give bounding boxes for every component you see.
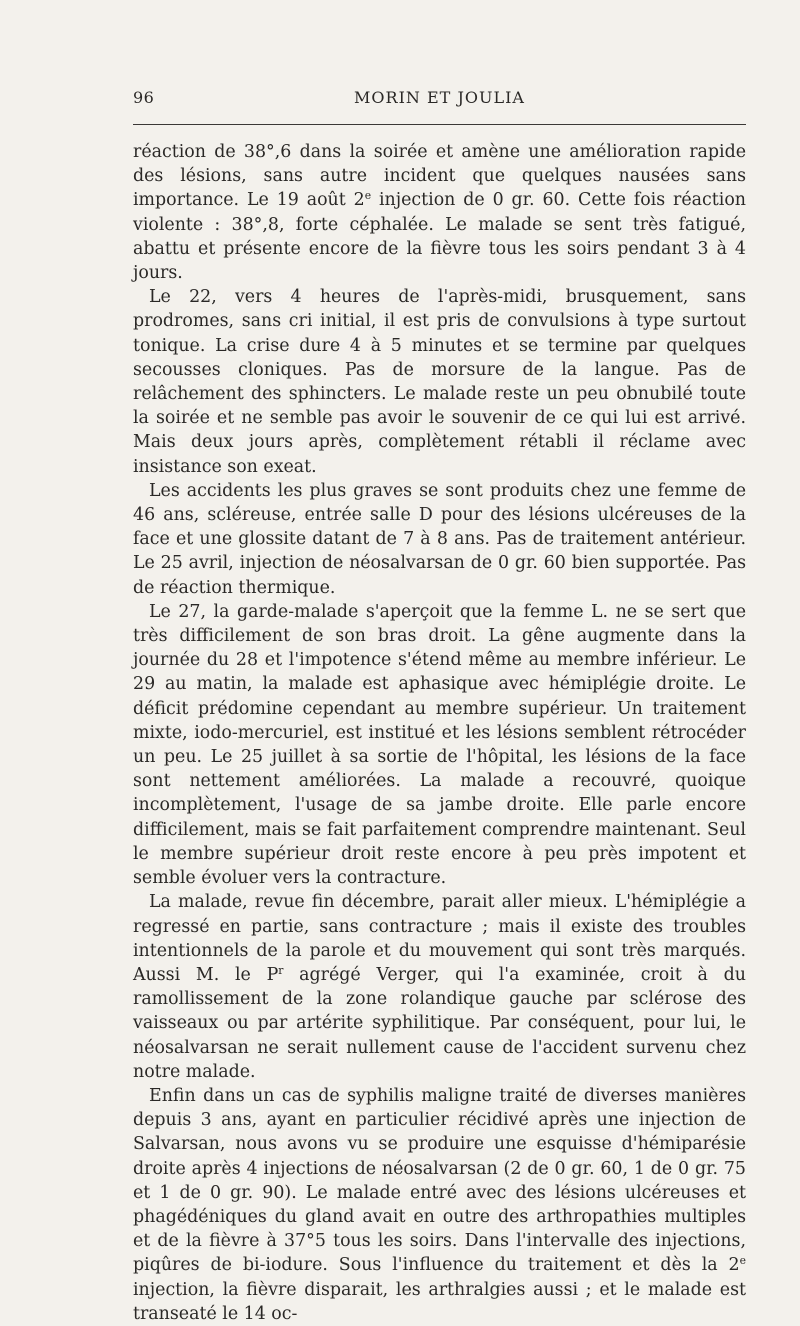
paragraph-1-text-a: réaction de 38°,6 dans la soirée et amène une amélioration rapide des lésions, sans autre incident que quelques nausées sans importance. Le 19 août 2 bbox=[133, 142, 746, 211]
paragraph-5-text-b: agrégé Verger, qui l'a examinée, croit à du ramollissement de la zone rolandique gauche par sclérose des vaisseaux ou par artérite syphilitique. Par conséquent, pour lui, le néosalvarsan ne serait nullement cause de l'accident survenu chez notre malade. bbox=[133, 964, 746, 1082]
page-number: 96 bbox=[133, 88, 155, 107]
paragraph-4: Le 27, la garde-malade s'aperçoit que la femme L. ne se sert que très difficilement de son bras droit. La gêne augmente dans la journée du 28 et l'impotence s'étend même au membre inférieur. Le 29 au matin, la malade est aphasique avec hémiplégie droite. Le déficit prédomine cependant au membre supérieur. Un traitement mixte, iodo-mercuriel, est institué et les lésions semblent rétrocéder un peu. Le 25 juillet à sa sortie de l'hôpital, les lésions de la face sont nettement améliorées. La malade a recouvré, quoique incomplètement, l'usage de sa jambe droite. Elle parle encore difficilement, mais se fait parfaitement comprendre maintenant. Seul le membre supérieur droit reste encore à peu près impotent et semble évoluer vers la contracture. bbox=[133, 601, 746, 889]
paragraph-5-superscript: r bbox=[278, 963, 284, 977]
paragraph-6-text-b: injection, la fièvre disparait, les arthralgies aussi ; et le malade est transeaté le 14 oc- bbox=[133, 1279, 746, 1324]
paragraph-6-superscript: e bbox=[739, 1254, 746, 1268]
paragraph-5-text-a: La malade, revue fin décembre, parait aller mieux. L'hémiplégie a regressé en partie, sans contracture ; mais il existe des troubles intentionnels de la parole et du mouvement qui sont très marqués. Aussi M. le P bbox=[133, 892, 746, 985]
header-rule bbox=[133, 124, 746, 125]
paragraph-6 bbox=[133, 1084, 746, 1326]
paragraph-3: Les accidents les plus graves se sont produits chez une femme de 46 ans, scléreuse, entrée salle D pour des lésions ulcéreuses de la face et une glossite datant de 7 à 8 ans. Pas de traitement antérieur. Le 25 avril, injection de néosalvarsan de 0 gr. 60 bien supportée. Pas de réaction thermique. bbox=[133, 480, 746, 598]
running-title: MORIN ET JOULIA bbox=[354, 88, 525, 107]
paragraph-6-text-a: Enfin dans un cas de syphilis maligne traité de diverses manières depuis 3 ans, ayant en particulier récidivé après une injection de Salvarsan, nous avons vu se produire une esquisse d'hémiparésie droite après 4 injections de néosalvarsan (2 de 0 gr. 60, 1 de 0 gr. 75 et 1 de 0 gr. 90). Le malade entré avec des lésions ulcéreuses et phagédéniques du gland avait en outre des arthropathies multiples et de la fièvre à 37°5 tous les soirs. Dans l'intervalle des injections, piqûres de bi-iodure. Sous l'influence du traitement et dès la 2 bbox=[133, 1085, 746, 1276]
body-text bbox=[133, 140, 746, 1326]
paragraph-1-superscript: e bbox=[364, 189, 372, 203]
page-header bbox=[133, 88, 746, 112]
paragraph-1 bbox=[133, 140, 746, 285]
paragraph-5 bbox=[133, 890, 746, 1084]
paragraph-2: Le 22, vers 4 heures de l'après-midi, brusquement, sans prodromes, sans cri initial, il est pris de convulsions à type surtout tonique. La crise dure 4 à 5 minutes et se termine par quelques secousses cloniques. Pas de morsure de la langue. Pas de relâchement des sphincters. Le malade reste un peu obnubilé toute la soirée et ne semble pas avoir le souvenir de ce qui lui est arrivé. Mais deux jours après, complètement rétabli il réclame avec insistance son exeat. bbox=[133, 287, 746, 477]
paragraph-1-text-b: injection de 0 gr. 60. Cette fois réaction violente : 38°,8, forte céphalée. Le malade se sent très fatigué, abattu et présente encore de la fièvre tous les soirs pendant 3 à 4 jours. bbox=[133, 190, 746, 284]
